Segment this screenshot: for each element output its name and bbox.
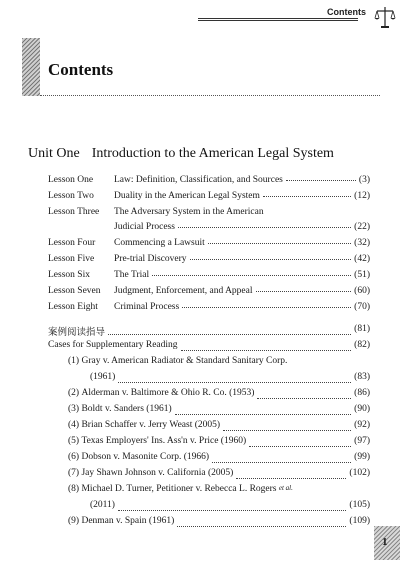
toc-entry-lesson-three[interactable] <box>48 207 370 222</box>
toc-entry-case-3[interactable] <box>68 404 370 419</box>
toc-entry-case-4[interactable] <box>68 420 370 435</box>
header-section-label: Contents <box>327 7 366 17</box>
case-page: (102) <box>349 468 370 478</box>
guide-title: 案例阅读指导 <box>48 328 106 338</box>
toc-entry-lesson-three-cont[interactable] <box>48 222 370 237</box>
lesson-title: Judgment, Enforcement, and Appeal <box>114 286 253 296</box>
case-page: (105) <box>349 500 370 510</box>
toc-entry-case-6[interactable] <box>68 452 370 467</box>
unit-number: Unit One <box>28 146 80 161</box>
unit-heading <box>28 146 334 162</box>
toc-entry-supplementary[interactable] <box>48 340 370 355</box>
toc-entry-lesson-one[interactable] <box>48 175 370 190</box>
scales-of-justice-icon <box>374 5 396 29</box>
toc-entry-case-8-cont[interactable] <box>90 500 370 515</box>
case-number: (3) <box>68 404 80 414</box>
case-title: Brian Schaffer v. Jerry Weast (2005) <box>81 420 221 430</box>
lesson-title: Criminal Process <box>114 302 180 312</box>
contents-title-block <box>22 38 380 98</box>
toc-entry-lesson-four[interactable] <box>48 238 370 253</box>
lesson-name: Lesson Seven <box>48 286 101 296</box>
toc-entry-lesson-seven[interactable] <box>48 286 370 301</box>
case-year: (2011) <box>90 500 115 510</box>
case-title: Denman v. Spain (1961) <box>81 516 175 526</box>
case-title: Michael D. Turner, Petitioner v. Rebecca L. Rogers <box>81 484 277 494</box>
case-year: (1961) <box>90 372 116 382</box>
case-page: (90) <box>354 404 370 414</box>
page-number-badge <box>374 526 400 560</box>
toc-entry-lesson-five[interactable] <box>48 254 370 269</box>
lesson-title: Commencing a Lawsuit <box>114 238 205 248</box>
lesson-name: Lesson Four <box>48 238 96 248</box>
case-number: (2) <box>68 388 80 398</box>
lesson-title: Law: Definition, Classification, and Sources <box>114 175 283 185</box>
case-page: (109) <box>349 516 370 526</box>
page-number: 1 <box>382 536 388 548</box>
case-page: (83) <box>354 372 370 382</box>
toc-entry-case-8[interactable] <box>68 484 370 499</box>
case-number: (9) <box>68 516 80 526</box>
case-number: (5) <box>68 436 80 446</box>
toc-entry-case-2[interactable] <box>68 388 370 403</box>
case-title: Texas Employers' Ins. Ass'n v. Price (1960) <box>81 436 247 446</box>
lesson-page: (42) <box>354 254 370 264</box>
running-header <box>0 5 400 27</box>
case-title: Jay Shawn Johnson v. California (2005) <box>81 468 234 478</box>
lesson-page: (70) <box>354 302 370 312</box>
case-page: (92) <box>354 420 370 430</box>
case-page: (97) <box>354 436 370 446</box>
case-page: (99) <box>354 452 370 462</box>
guide-page: (81) <box>354 324 370 334</box>
case-number: (8) <box>68 484 80 494</box>
hatched-title-bar <box>22 38 40 96</box>
lesson-title: Pre-trial Discovery <box>114 254 187 264</box>
lesson-title-continued: Judicial Process <box>114 222 175 232</box>
case-number: (1) <box>68 356 80 366</box>
case-number: (4) <box>68 420 80 430</box>
toc-entry-case-1[interactable] <box>68 356 370 371</box>
header-rule <box>198 18 358 19</box>
lesson-name: Lesson Two <box>48 191 94 201</box>
case-title: Dobson v. Masonite Corp. (1966) <box>81 452 210 462</box>
lesson-page: (22) <box>354 222 370 232</box>
toc-entry-lesson-six[interactable] <box>48 270 370 285</box>
lesson-title: Duality in the American Legal System <box>114 191 260 201</box>
lesson-page: (12) <box>354 191 370 201</box>
toc-entry-lesson-two[interactable] <box>48 191 370 206</box>
lesson-page: (32) <box>354 238 370 248</box>
lesson-page: (51) <box>354 270 370 280</box>
lesson-page: (3) <box>358 175 370 185</box>
unit-title: Introduction to the American Legal System <box>91 146 334 161</box>
page-title: Contents <box>48 60 114 79</box>
supplementary-page: (82) <box>354 340 370 350</box>
lesson-name: Lesson Eight <box>48 302 98 312</box>
title-dotted-rule <box>40 95 380 96</box>
lesson-name: Lesson Five <box>48 254 95 264</box>
supplementary-title: Cases for Supplementary Reading <box>48 340 178 350</box>
header-rule-double <box>198 20 358 21</box>
toc-entry-lesson-eight[interactable] <box>48 302 370 317</box>
toc-entry-case-7[interactable] <box>68 468 370 483</box>
lesson-name: Lesson Three <box>48 207 100 217</box>
lesson-name: Lesson One <box>48 175 94 185</box>
case-page: (86) <box>354 388 370 398</box>
case-et-al: et al. <box>278 484 293 492</box>
case-title: Gray v. American Radiator & Standard Sanitary Corp. <box>81 356 288 366</box>
case-number: (7) <box>68 468 80 478</box>
toc-entry-case-1-cont[interactable] <box>90 372 370 387</box>
toc-entry-case-5[interactable] <box>68 436 370 451</box>
lesson-name: Lesson Six <box>48 270 90 280</box>
case-title: Boldt v. Sanders (1961) <box>81 404 172 414</box>
lesson-page: (60) <box>354 286 370 296</box>
case-number: (6) <box>68 452 80 462</box>
lesson-title: The Adversary System in the American <box>114 207 264 217</box>
lesson-title: The Trial <box>114 270 150 280</box>
toc-entry-case-guide[interactable] <box>48 324 370 339</box>
case-title: Alderman v. Baltimore & Ohio R. Co. (1953) <box>81 388 255 398</box>
toc-entry-case-9[interactable] <box>68 516 370 531</box>
